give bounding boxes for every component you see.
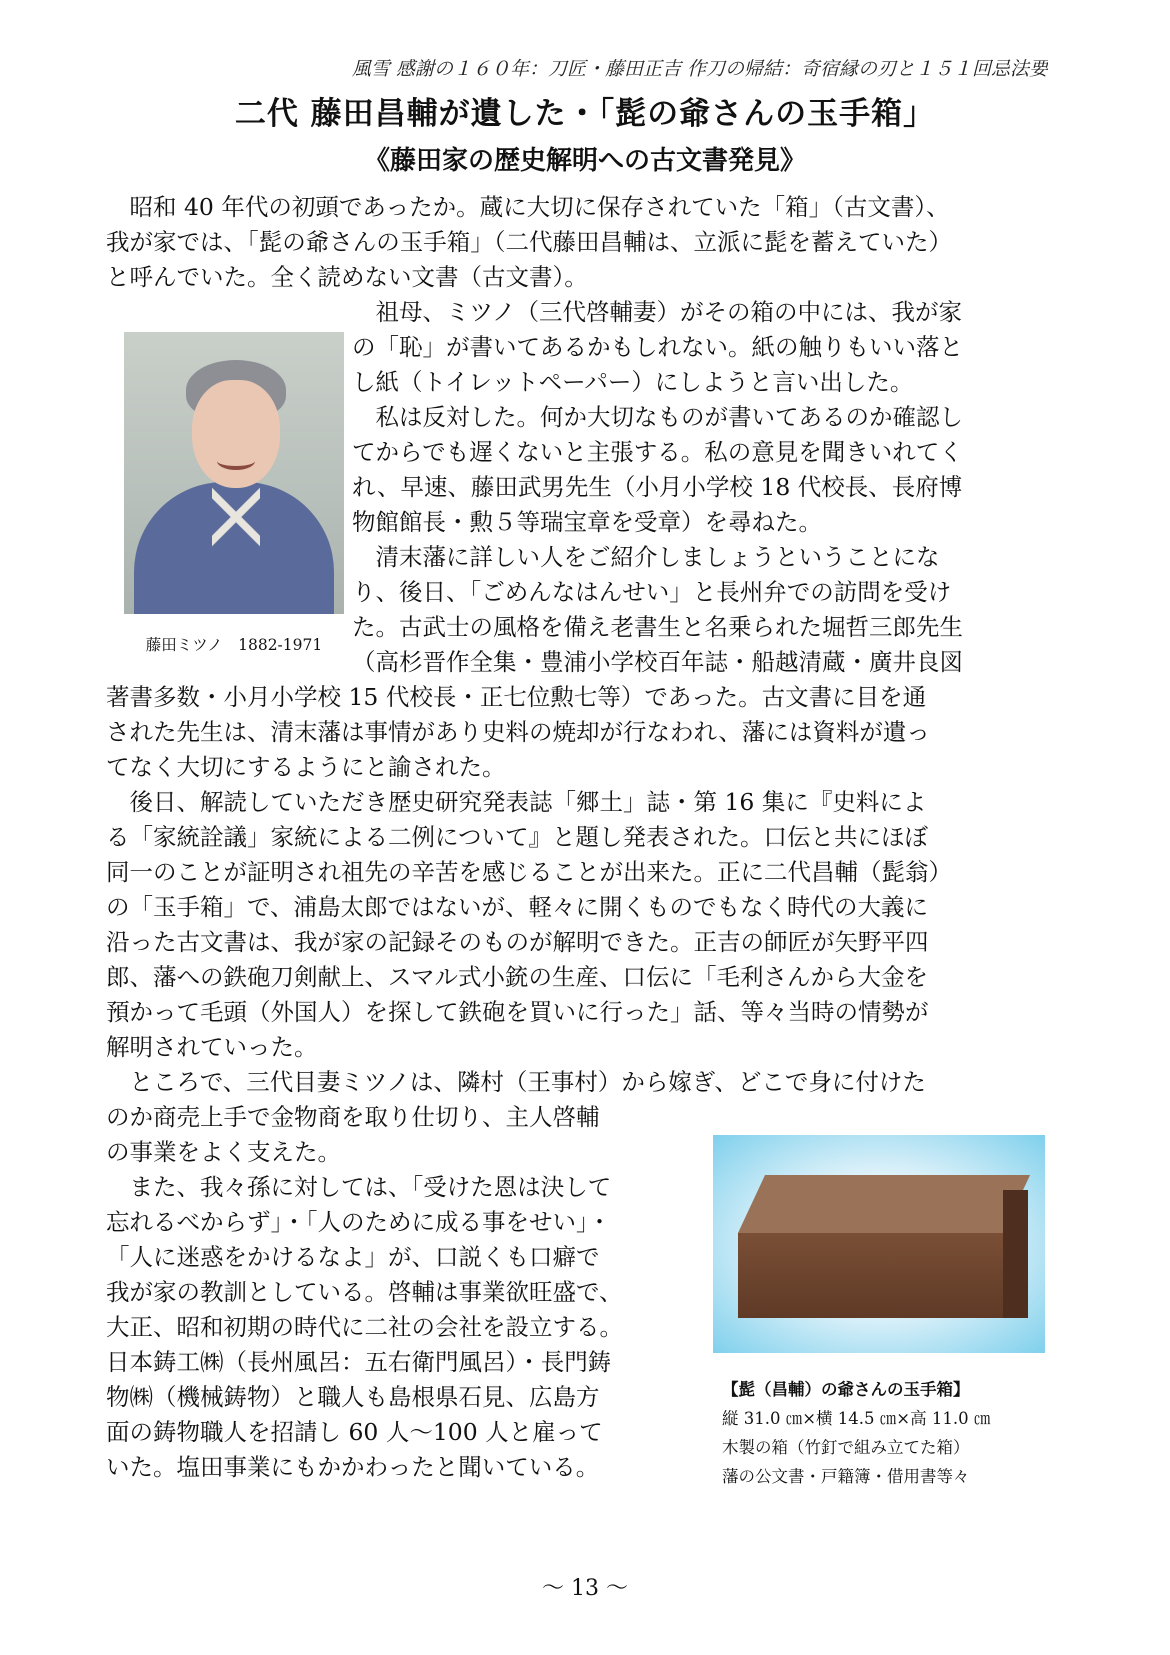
text-line: た。古武士の風格を備え老書生と名乗られた堀哲三郎先生 bbox=[352, 613, 963, 641]
text-line: 清末藩に詳しい人をご紹介しましょうということにな bbox=[352, 543, 940, 571]
text-line: の「恥」が書いてあるかもしれない。紙の触りもいい落と bbox=[352, 333, 963, 361]
text-line: の事業をよく支えた。 bbox=[106, 1138, 341, 1166]
text-line: 預かって毛頭（外国人）を探して鉄砲を買いに行った」話、等々当時の情勢が bbox=[106, 998, 929, 1026]
text-line: 我が家では、「髭の爺さんの玉手箱」（二代藤田昌輔は、立派に髭を蓄えていた） bbox=[106, 228, 952, 256]
text-line: また、我々孫に対しては、「受けた恩は決して bbox=[106, 1173, 612, 1201]
text-line: のか商売上手で金物商を取り仕切り、主人啓輔 bbox=[106, 1103, 600, 1131]
portrait-face bbox=[192, 380, 280, 488]
portrait-smile bbox=[217, 452, 255, 470]
text-line: と呼んでいた。全く読めない文書（古文書）。 bbox=[106, 263, 588, 291]
text-line: 郎、藩への鉄砲刀剣献上、スマル式小銃の生産、口伝に「毛利さんから大金を bbox=[106, 963, 929, 991]
text-line: てからでも遅くないと主張する。私の意見を聞きいれてく bbox=[352, 438, 963, 466]
text-line: 私は反対した。何か大切なものが書いてあるのか確認し bbox=[352, 403, 963, 431]
box-side bbox=[1003, 1190, 1028, 1318]
wooden-box-photo bbox=[713, 1135, 1045, 1353]
text-line: る「家統詮議」家統による二例について』と題し発表された。口伝と共にほぼ bbox=[106, 823, 929, 851]
box-caption bbox=[722, 1375, 1042, 1491]
box-caption-title: 【髭（昌輔）の爺さんの玉手箱】 bbox=[722, 1380, 970, 1399]
text-line: てなく大切にするようにと諭された。 bbox=[106, 753, 506, 781]
box-caption-contents: 藩の公文書・戸籍簿・借用書等々 bbox=[722, 1467, 970, 1486]
text-line: 祖母、ミツノ（三代啓輔妻）がその箱の中には、我が家 bbox=[352, 298, 963, 326]
page-title: 二代 藤田昌輔が遺した・「髭の爺さんの玉手箱」 bbox=[234, 96, 936, 132]
text-line: 物館館長・勲５等瑞宝章を受章）を尋ねた。 bbox=[352, 508, 822, 536]
text-line: 我が家の教訓としている。啓輔は事業欲旺盛で、 bbox=[106, 1278, 623, 1306]
text-line: の「玉手箱」で、浦島太郎ではないが、軽々に開くものでもなく時代の大義に bbox=[106, 893, 929, 921]
text-line: 日本鋳工㈱（長州風呂：五右衛門風呂）・長門鋳 bbox=[106, 1348, 612, 1376]
text-line: 解明されていった。 bbox=[106, 1033, 318, 1061]
page-number: ～ 13 ～ bbox=[542, 1576, 628, 1601]
text-line: 後日、解読していただき歴史研究発表誌「郷土」誌・第 16 集に『史料によ bbox=[106, 788, 927, 816]
text-line: いた。塩田事業にもかかわったと聞いている。 bbox=[106, 1453, 600, 1481]
text-line: 物㈱（機械鋳物）と職人も島根県石見、広島方 bbox=[106, 1383, 600, 1411]
running-header: 風雪 感謝の１６０年：刀匠・藤田正吉 作刀の帰結：奇宿縁の刃と１５１回忌法要 bbox=[351, 58, 1048, 80]
portrait-collar bbox=[212, 482, 260, 552]
text-line: 忘れるべからず」・「人のために成る事をせい」・ bbox=[106, 1208, 612, 1236]
text-line: 著書多数・小月小学校 15 代校長・正七位勲七等）であった。古文書に目を通 bbox=[106, 683, 927, 711]
text-line: 大正、昭和初期の時代に二社の会社を設立する。 bbox=[106, 1313, 623, 1341]
text-line: れ、早速、藤田武男先生（小月小学校 18 代校長、長府博 bbox=[352, 473, 963, 501]
text-line: 同一のことが証明され祖先の辛苦を感じることが出来た。正に二代昌輔（髭翁） bbox=[106, 858, 952, 886]
text-line: り、後日、「ごめんなはんせい」と長州弁での訪問を受け bbox=[352, 578, 952, 606]
box-front bbox=[738, 1233, 1003, 1318]
text-line: 沿った古文書は、我が家の記録そのものが解明できた。正吉の師匠が矢野平四 bbox=[106, 928, 929, 956]
text-line: された先生は、清末藩は事情があり史料の焼却が行なわれ、藩には資料が遺っ bbox=[106, 718, 930, 746]
text-line: ところで、三代目妻ミツノは、隣村（王事村）から嫁ぎ、どこで身に付けた bbox=[106, 1068, 926, 1096]
text-line: （高杉晋作全集・豊浦小学校百年誌・船越清蔵・廣井良図 bbox=[352, 648, 963, 676]
page-subtitle: 《藤田家の歴史解明への古文書発見》 bbox=[363, 146, 806, 176]
text-line: 「人に迷惑をかけるなよ」が、口説くも口癖で bbox=[106, 1243, 600, 1271]
text-line: し紙（トイレットペーパー）にしようと言い出した。 bbox=[352, 368, 914, 396]
text-line: 昭和 40 年代の初頭であったか。蔵に大切に保存されていた「箱」（古文書）、 bbox=[106, 193, 950, 221]
text-line: 面の鋳物職人を招請し 60 人～100 人と雇って bbox=[106, 1418, 603, 1446]
box-caption-material: 木製の箱（竹釘で組み立てた箱） bbox=[722, 1438, 970, 1457]
portrait-photo bbox=[124, 332, 344, 614]
portrait-caption: 藤田ミツノ 1882-1971 bbox=[145, 636, 323, 654]
box-lid bbox=[738, 1175, 1030, 1233]
box-caption-size: 縦 31.0 ㎝×横 14.5 ㎝×高 11.0 ㎝ bbox=[722, 1409, 991, 1428]
